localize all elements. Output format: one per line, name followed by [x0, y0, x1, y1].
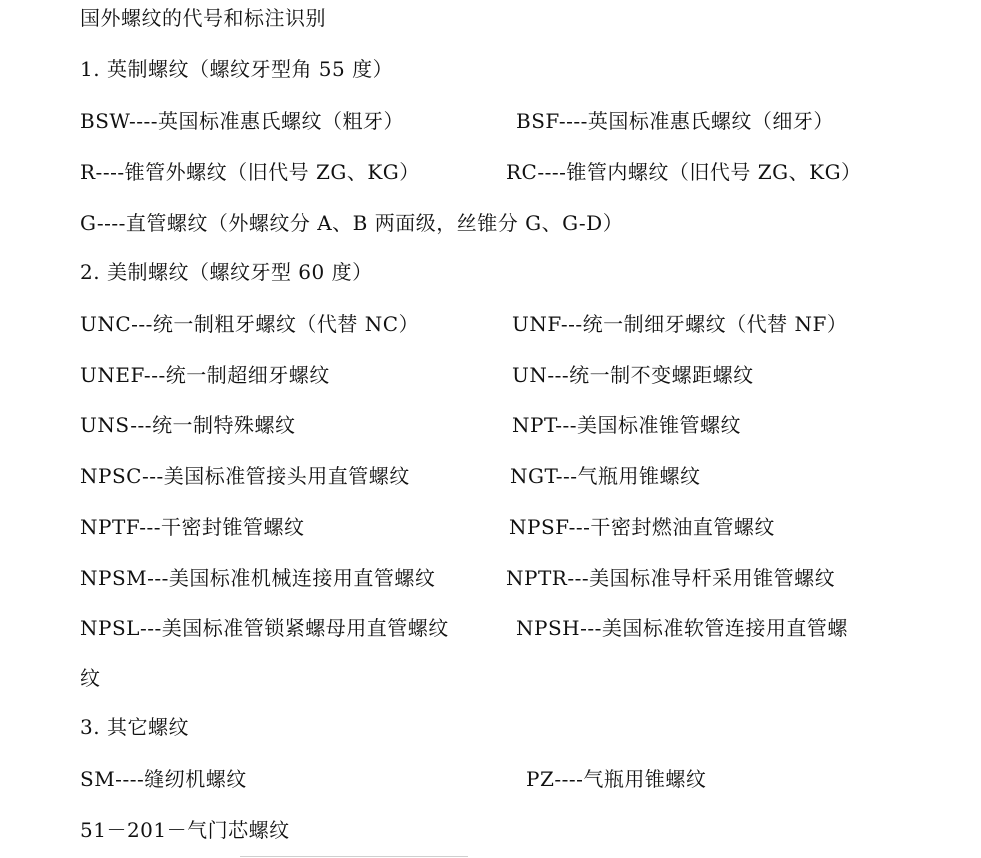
- thread-entry-bsw: BSW----英国标准惠氏螺纹（粗牙）: [80, 109, 405, 133]
- thread-entry-npsh-wrap: 纹: [80, 666, 101, 690]
- thread-entry-unc: UNC---统一制粗牙螺纹（代替 NC）: [80, 312, 420, 336]
- thread-entry-rc: RC----锥管内螺纹（旧代号 ZG、KG）: [506, 160, 862, 184]
- thread-entry-bsf: BSF----英国标准惠氏螺纹（细牙）: [516, 109, 834, 133]
- thread-entry-npsm: NPSM---美国标准机械连接用直管螺纹: [80, 566, 436, 590]
- thread-entry-valve-core: 51－201－气门芯螺纹: [80, 818, 290, 842]
- thread-entry-npsf: NPSF---干密封燃油直管螺纹: [509, 515, 775, 539]
- thread-entry-uns: UNS---统一制特殊螺纹: [80, 413, 296, 437]
- thread-entry-sm: SM----缝纫机螺纹: [80, 767, 247, 791]
- page-divider: [240, 856, 468, 857]
- thread-entry-un: UN---统一制不变螺距螺纹: [512, 363, 754, 387]
- thread-entry-nptf: NPTF---干密封锥管螺纹: [80, 515, 305, 539]
- thread-entry-pz: PZ----气瓶用锥螺纹: [526, 767, 707, 791]
- thread-entry-nptr: NPTR---美国标准导杆采用锥管螺纹: [506, 566, 836, 590]
- section-heading-other: 3. 其它螺纹: [80, 715, 189, 739]
- thread-entry-npsh: NPSH---美国标准软管连接用直管螺: [516, 616, 848, 640]
- thread-entry-npsl: NPSL---美国标准管锁紧螺母用直管螺纹: [80, 616, 449, 640]
- section-heading-american: 2. 美制螺纹（螺纹牙型 60 度）: [80, 260, 373, 284]
- thread-entry-g: G----直管螺纹（外螺纹分 A、B 两面级，丝锥分 G、G-D）: [80, 211, 624, 235]
- thread-entry-npsc: NPSC---美国标准管接头用直管螺纹: [80, 464, 410, 488]
- thread-entry-npt: NPT---美国标准锥管螺纹: [512, 413, 741, 437]
- section-heading-imperial: 1. 英制螺纹（螺纹牙型角 55 度）: [80, 57, 394, 81]
- page-title: 国外螺纹的代号和标注识别: [80, 6, 326, 30]
- thread-entry-ngt: NGT---气瓶用锥螺纹: [510, 464, 701, 488]
- thread-entry-unf: UNF---统一制细牙螺纹（代替 NF）: [512, 312, 848, 336]
- thread-entry-unef: UNEF---统一制超细牙螺纹: [80, 363, 330, 387]
- thread-entry-r: R----锥管外螺纹（旧代号 ZG、KG）: [80, 160, 420, 184]
